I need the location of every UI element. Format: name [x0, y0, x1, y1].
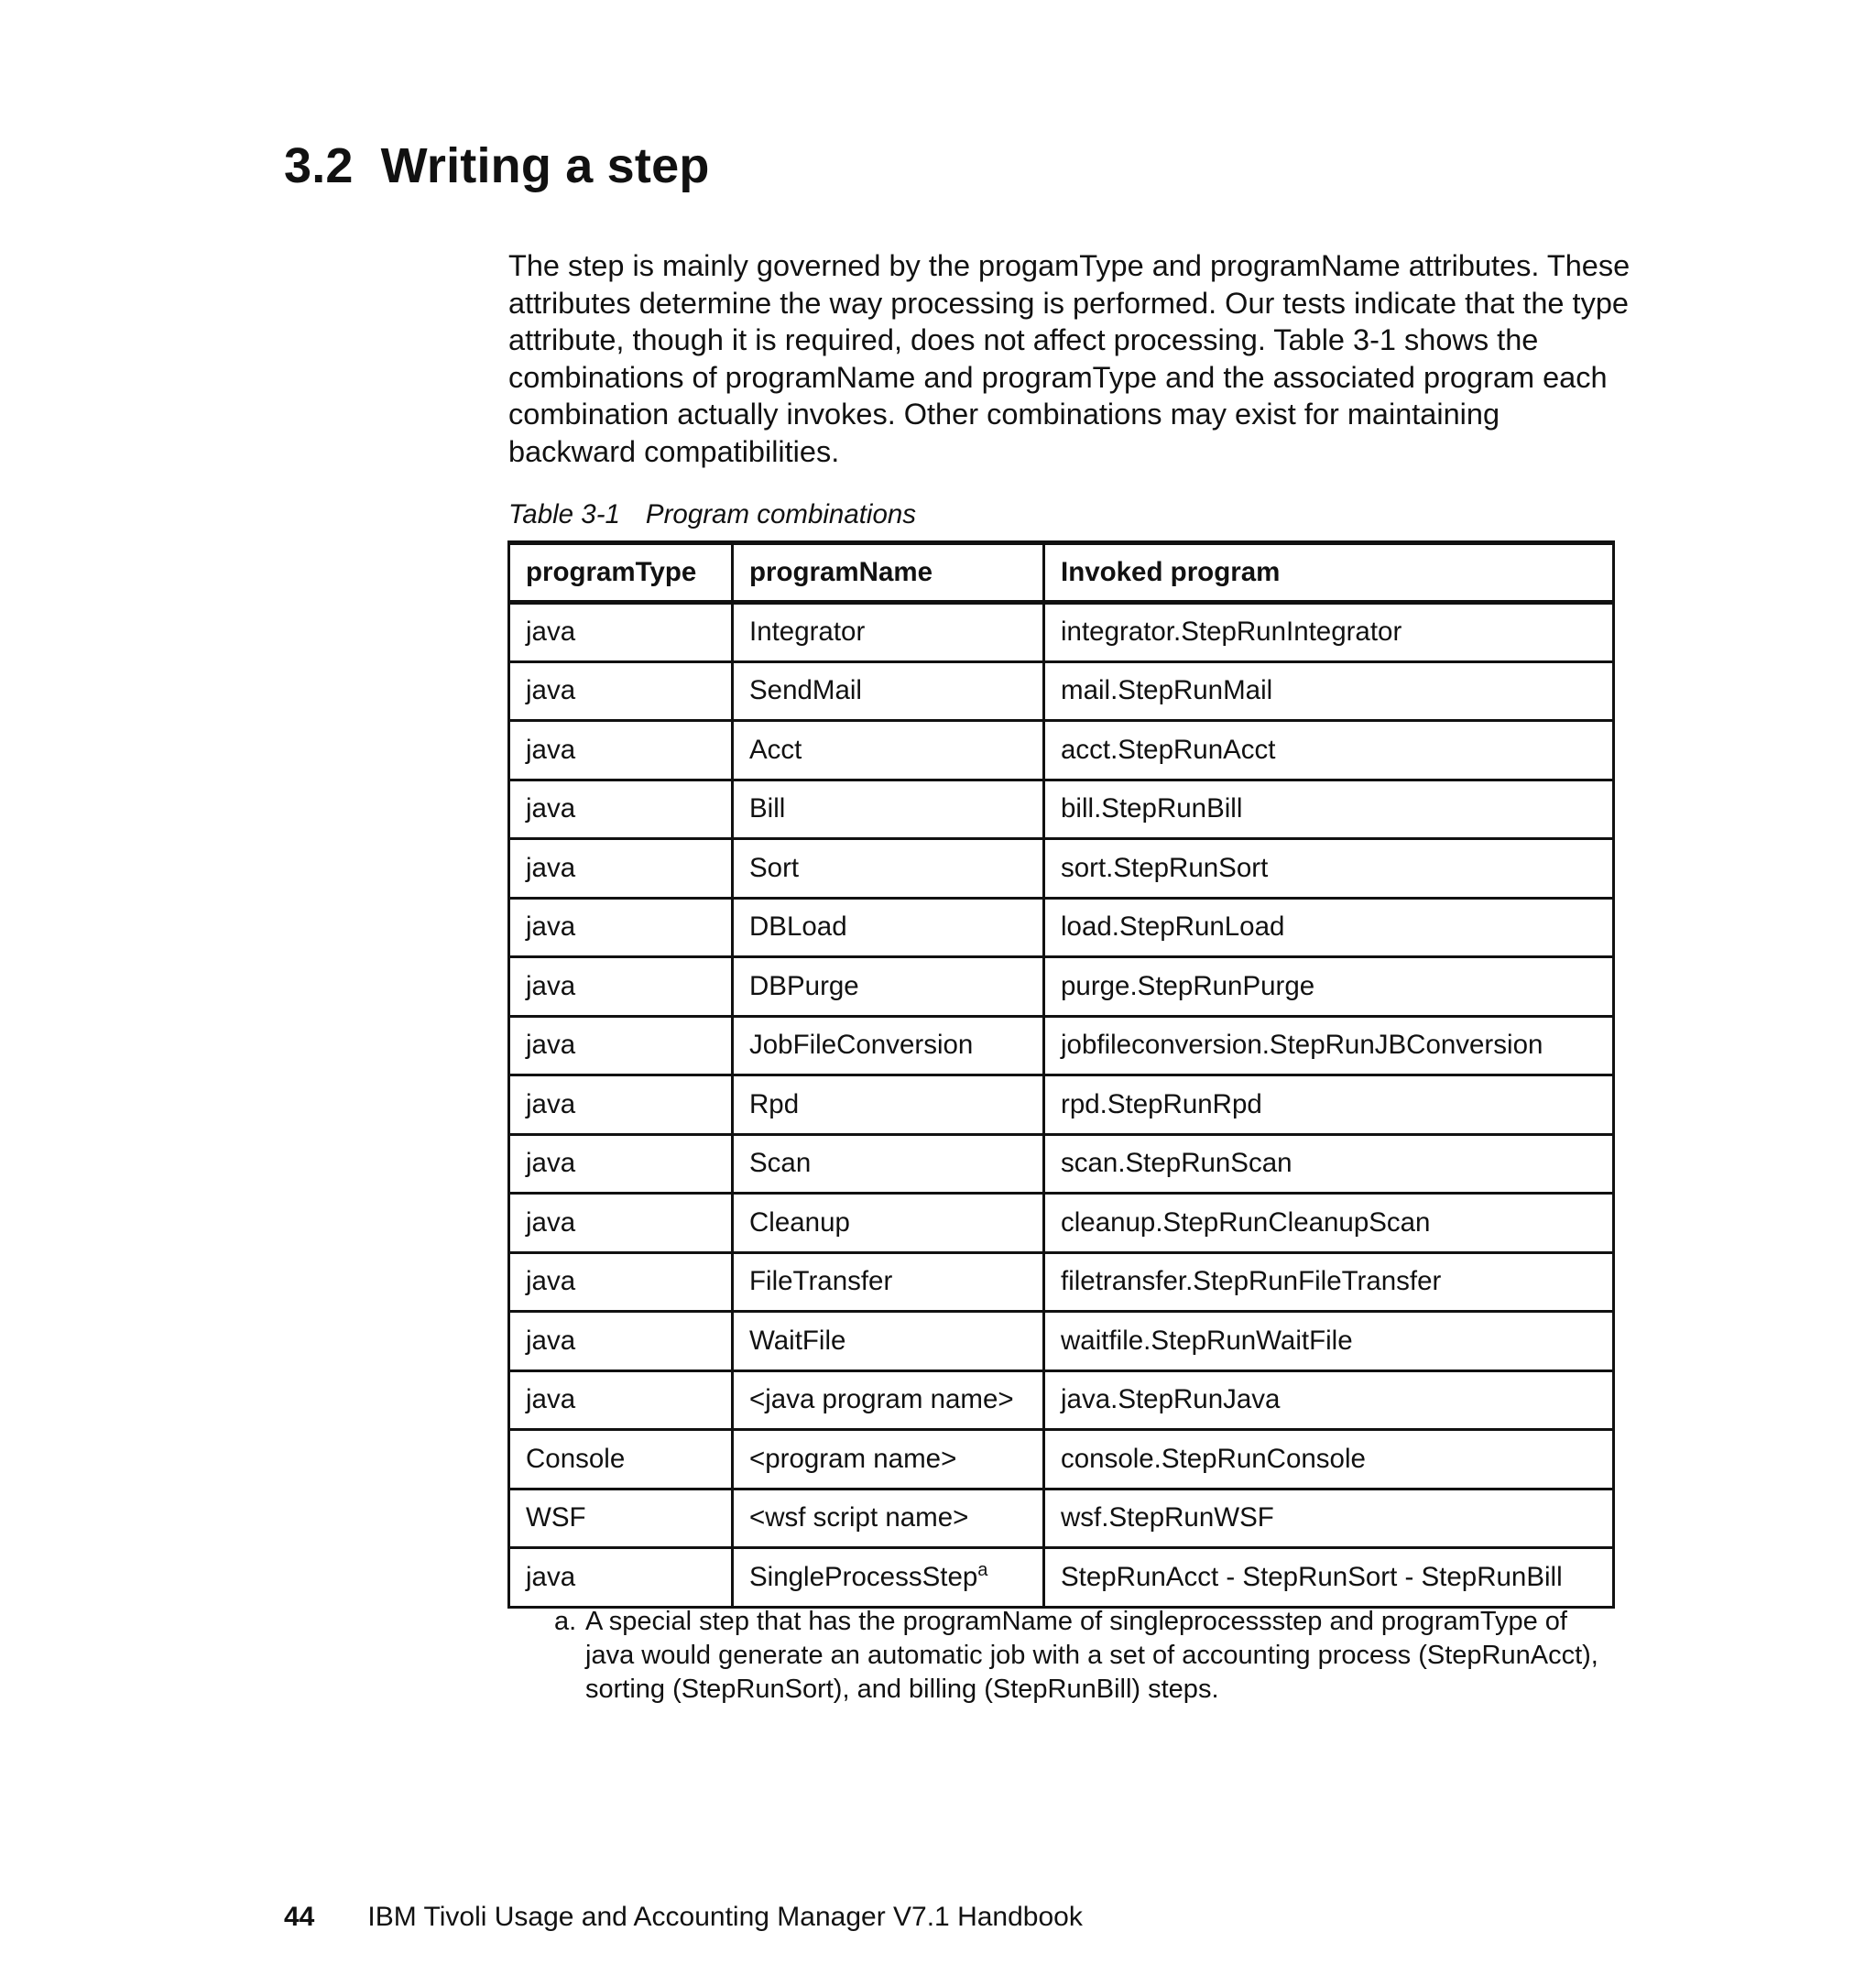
cell-program-type: java [509, 839, 733, 899]
table-row [509, 957, 1614, 1017]
header-program-type: programType [509, 543, 733, 603]
table-row [509, 839, 1614, 899]
cell-program-name: Cleanup [733, 1194, 1044, 1253]
cell-program-type: java [509, 1370, 733, 1430]
cell-program-type: java [509, 1075, 733, 1135]
cell-program-type: java [509, 780, 733, 839]
cell-invoked-program: acct.StepRunAcct [1044, 721, 1614, 780]
intro-paragraph: The step is mainly governed by the progamType and programName attributes. These attributes determine the way processing is performed. Our tests indicate that the type attribute, though it is required, does not affect processing. Table 3-1 shows the combinations of programName and programType and the associated program each combination actually invokes. Other combinations may exist for maintaining backward compatibilities. [508, 249, 1631, 468]
cell-program-name: Integrator [733, 603, 1044, 662]
cell-program-name: JobFileConversion [733, 1016, 1044, 1075]
page-number: 44 [284, 1902, 315, 1932]
section-number: 3.2 [284, 138, 354, 193]
cell-program-type: java [509, 603, 733, 662]
cell-program-name: WaitFile [733, 1312, 1044, 1371]
cell-invoked-program: java.StepRunJava [1044, 1370, 1614, 1430]
table-row [509, 1312, 1614, 1371]
cell-program-name: <program name> [733, 1430, 1044, 1490]
footnote-reference: a [977, 1559, 988, 1580]
cell-program-name: SendMail [733, 661, 1044, 721]
cell-program-type: WSF [509, 1489, 733, 1548]
table-row [509, 1194, 1614, 1253]
section-title: Writing a step [380, 138, 710, 193]
cell-program-name-text: SingleProcessStep [749, 1561, 978, 1592]
cell-invoked-program: wsf.StepRunWSF [1044, 1489, 1614, 1548]
table-row [509, 1134, 1614, 1194]
table-row [509, 1548, 1614, 1608]
table-row [509, 898, 1614, 957]
table-caption-id: Table 3-1 [508, 499, 620, 529]
table-row [509, 1075, 1614, 1135]
program-combinations-table [507, 540, 1615, 1609]
cell-invoked-program: scan.StepRunScan [1044, 1134, 1614, 1194]
table-row [509, 661, 1614, 721]
cell-program-type: java [509, 1134, 733, 1194]
page-footer [284, 1902, 1083, 1933]
cell-program-name: Bill [733, 780, 1044, 839]
header-invoked-program: Invoked program [1044, 543, 1614, 603]
cell-invoked-program: StepRunAcct - StepRunSort - StepRunBill [1044, 1548, 1614, 1608]
table-row [509, 1016, 1614, 1075]
cell-program-name: DBPurge [733, 957, 1044, 1017]
cell-invoked-program: cleanup.StepRunCleanupScan [1044, 1194, 1614, 1253]
table-footnote [554, 1605, 1635, 1707]
table-caption-title: Program combinations [645, 499, 917, 529]
table-row [509, 1252, 1614, 1312]
cell-program-type: java [509, 1016, 733, 1075]
footnote-label: a. [554, 1607, 577, 1636]
cell-program-type: java [509, 898, 733, 957]
cell-program-type: java [509, 1252, 733, 1312]
cell-invoked-program: console.StepRunConsole [1044, 1430, 1614, 1490]
table-row [509, 780, 1614, 839]
cell-program-type: java [509, 661, 733, 721]
cell-invoked-program: waitfile.StepRunWaitFile [1044, 1312, 1614, 1371]
cell-program-name: <wsf script name> [733, 1489, 1044, 1548]
table-caption [508, 499, 916, 530]
cell-invoked-program: jobfileconversion.StepRunJBConversion [1044, 1016, 1614, 1075]
cell-program-name: Acct [733, 721, 1044, 780]
cell-program-type: java [509, 1312, 733, 1371]
cell-program-type: java [509, 1194, 733, 1253]
footnote-text: A special step that has the programName of singleprocessstep and programType of java would generate an automatic job with a set of accounting process (StepRunAcct), sorting (StepRunSort), and billing (StepRunBill) steps. [585, 1607, 1598, 1704]
cell-program-name: Rpd [733, 1075, 1044, 1135]
cell-program-name: Scan [733, 1134, 1044, 1194]
cell-invoked-program: mail.StepRunMail [1044, 661, 1614, 721]
table-row [509, 603, 1614, 662]
cell-invoked-program: rpd.StepRunRpd [1044, 1075, 1614, 1135]
cell-invoked-program: sort.StepRunSort [1044, 839, 1614, 899]
cell-program-type: java [509, 1548, 733, 1608]
cell-program-name: <java program name> [733, 1370, 1044, 1430]
table-row [509, 1370, 1614, 1430]
table-row [509, 1489, 1614, 1548]
table-row [509, 1430, 1614, 1490]
section-heading [284, 137, 710, 194]
table-row [509, 721, 1614, 780]
cell-program-name: Sort [733, 839, 1044, 899]
cell-invoked-program: integrator.StepRunIntegrator [1044, 603, 1614, 662]
cell-program-type: java [509, 721, 733, 780]
header-program-name: programName [733, 543, 1044, 603]
table-header-row [509, 543, 1614, 603]
cell-program-type: java [509, 957, 733, 1017]
book-title: IBM Tivoli Usage and Accounting Manager V7.1 Handbook [367, 1902, 1083, 1932]
cell-invoked-program: purge.StepRunPurge [1044, 957, 1614, 1017]
cell-invoked-program: filetransfer.StepRunFileTransfer [1044, 1252, 1614, 1312]
cell-program-type: Console [509, 1430, 733, 1490]
cell-invoked-program: bill.StepRunBill [1044, 780, 1614, 839]
cell-invoked-program: load.StepRunLoad [1044, 898, 1614, 957]
cell-program-name [733, 1548, 1044, 1608]
cell-program-name: DBLoad [733, 898, 1044, 957]
cell-program-name: FileTransfer [733, 1252, 1044, 1312]
